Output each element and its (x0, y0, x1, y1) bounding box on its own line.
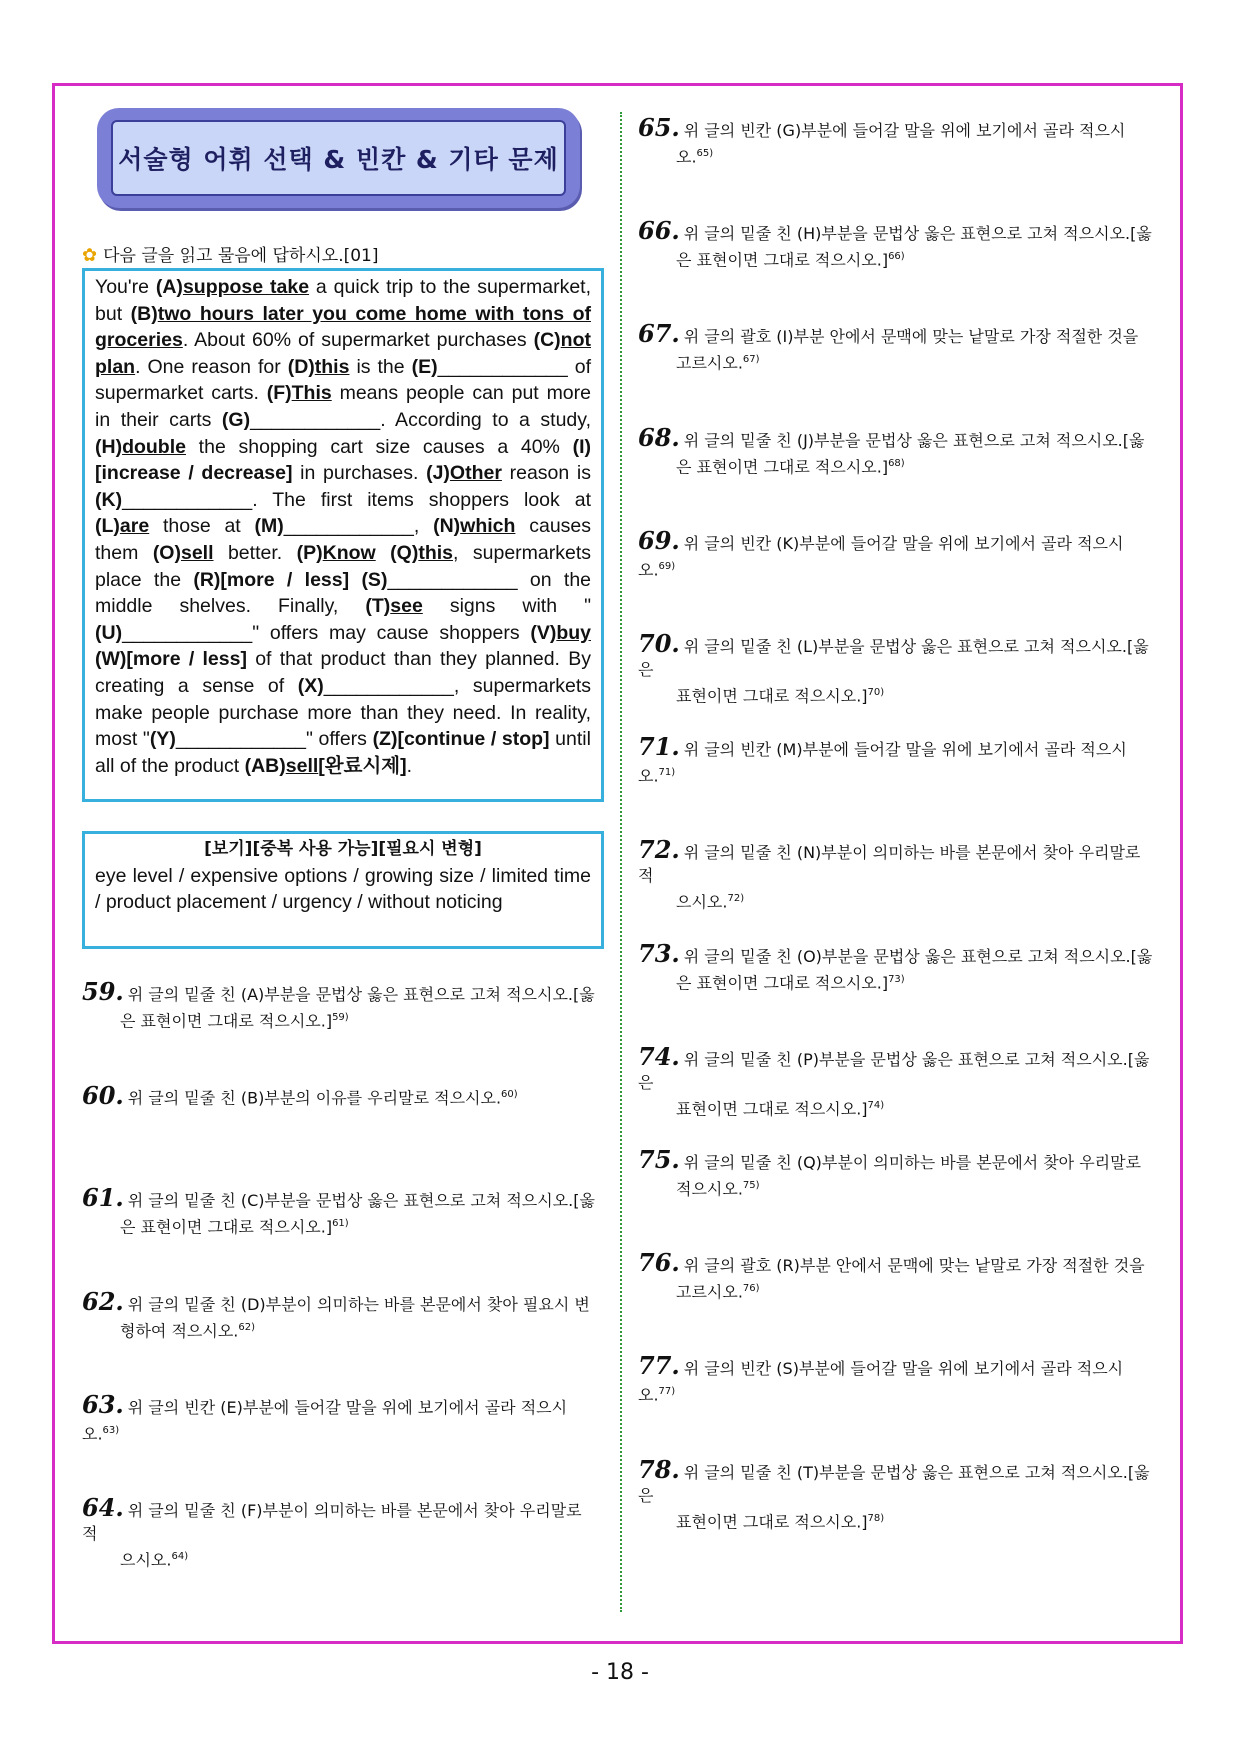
question-number: 72. (638, 835, 680, 865)
question-number: 70. (638, 629, 680, 658)
footnote-mark: 68) (888, 457, 905, 469)
footnote-mark: 61) (332, 1218, 349, 1230)
question-text-continued: 오.$^{65)}$ (676, 147, 714, 167)
question-text-continued: 표현이면 그대로 적으시오.]$^{70)}$ (676, 686, 885, 706)
question-item (82, 1080, 602, 1110)
question-text-continued: 으시오.$^{64)}$ (120, 1550, 189, 1570)
question-item (638, 629, 1158, 707)
flower-icon: ✿ (82, 245, 98, 266)
column-divider (620, 112, 622, 1612)
footnote-mark: 60) (501, 1089, 518, 1101)
question-text: 위 글의 밑줄 친 (J)부분을 문법상 옳은 표현으로 고쳐 적으시오.[옳 (683, 430, 1145, 450)
question-text: 위 글의 밑줄 친 (F)부분이 의미하는 바를 본문에서 찾아 우리말로 적 (82, 1501, 582, 1543)
footnote-mark: 77) (658, 1386, 676, 1398)
question-text-continued: 표현이면 그대로 적으시오.]$^{74)}$ (676, 1099, 885, 1119)
question-number: 76. (638, 1248, 680, 1278)
question-number: 60. (82, 1080, 124, 1110)
question-item (638, 1041, 1158, 1120)
question-item (82, 1286, 602, 1342)
question-text-continued: 은 표현이면 그대로 적으시오.]$^{68)}$ (676, 456, 905, 476)
question-number: 74. (638, 1041, 680, 1071)
footnote-mark: 59) (332, 1012, 349, 1023)
question-text: 위 글의 밑줄 친 (O)부분을 문법상 옳은 표현으로 고쳐 적으시오.[옳 (683, 946, 1153, 966)
question-text-continued: 은 표현이면 그대로 적으시오.]$^{59)}$ (120, 1011, 349, 1031)
question-item (638, 835, 1158, 913)
question-number: 78. (638, 1454, 680, 1484)
question-item (82, 1183, 602, 1238)
question-text: 위 글의 밑줄 친 (A)부분을 문법상 옳은 표현으로 고쳐 적으시오.[옳 (127, 985, 595, 1004)
footnote-mark: 63) (102, 1424, 120, 1436)
question-text: 위 글의 빈칸 (E)부분에 들어갈 말을 위에 보기에서 골라 적으시오. (82, 1397, 568, 1444)
footnote-mark: 70) (867, 687, 885, 698)
question-text-continued: 은 표현이면 그대로 적으시오.]$^{73)}$ (676, 972, 905, 992)
footnote-mark: 73) (888, 973, 905, 985)
question-item (638, 525, 1158, 581)
footnote-mark: 64) (171, 1551, 189, 1562)
question-text-continued: 으시오.$^{72)}$ (676, 892, 745, 912)
options-list: eye level / expensive options / growing size / limited time / product placement / urgency / without noticing (95, 864, 591, 914)
footnote-mark: 78) (867, 1512, 885, 1524)
question-text-continued: 고르시오.$^{67)}$ (676, 353, 760, 373)
question-number: 77. (638, 1351, 680, 1381)
question-number: 64. (82, 1493, 124, 1522)
question-item (638, 1351, 1158, 1406)
question-text: 위 글의 밑줄 친 (H)부분을 문법상 옳은 표현으로 고쳐 적으시오.[옳 (683, 224, 1152, 244)
question-number: 65. (638, 113, 680, 142)
question-item (638, 216, 1158, 271)
footnote-mark: 72) (727, 893, 745, 905)
instruction-text: 다음 글을 읽고 물음에 답하시오.[01] (103, 246, 379, 266)
question-item (638, 1145, 1158, 1200)
question-number: 71. (638, 732, 680, 762)
footnote-mark: 69) (658, 560, 676, 572)
question-text: 위 글의 빈칸 (M)부분에 들어갈 말을 위에 보기에서 골라 적으시오. (638, 740, 1127, 786)
question-item (82, 1493, 602, 1571)
question-item (82, 1389, 602, 1445)
question-text: 위 글의 빈칸 (G)부분에 들어갈 말을 위에 보기에서 골라 적으시 (683, 121, 1126, 140)
question-text: 위 글의 밑줄 친 (C)부분을 문법상 옳은 표현으로 고쳐 적으시오.[옳 (127, 1191, 595, 1211)
question-text-continued: 표현이면 그대로 적으시오.]$^{78)}$ (676, 1511, 885, 1531)
question-text: 위 글의 밑줄 친 (B)부분의 이유를 우리말로 적으시오. (127, 1088, 502, 1108)
question-number: 68. (638, 422, 680, 452)
instruction (82, 241, 379, 266)
footnote-mark: 71) (658, 767, 676, 779)
question-number: 59. (82, 977, 124, 1006)
footnote-mark: 62) (238, 1321, 256, 1333)
question-number: 73. (638, 938, 680, 968)
footnote-mark: 66) (888, 251, 905, 263)
footnote-mark: 65) (696, 148, 714, 159)
question-item (638, 319, 1158, 374)
page-title: 서술형 어휘 선택 & 빈칸 & 기타 문제 (111, 120, 566, 196)
question-number: 67. (638, 319, 680, 349)
options-box (82, 831, 604, 949)
question-text: 위 글의 빈칸 (S)부분에 들어갈 말을 위에 보기에서 골라 적으시오. (638, 1359, 1124, 1405)
question-text-continued: 형하여 적으시오.$^{62)}$ (120, 1320, 256, 1340)
question-text: 위 글의 괄호 (I)부분 안에서 문맥에 맞는 낱말로 가장 적절한 것을 (683, 327, 1139, 347)
question-item (638, 422, 1158, 478)
question-text: 위 글의 밑줄 친 (L)부분을 문법상 옳은 표현으로 고쳐 적으시오.[옳은 (638, 637, 1149, 679)
footnote-mark: 74) (867, 1099, 885, 1111)
question-item (638, 1248, 1158, 1303)
title-banner (97, 108, 580, 208)
question-text: 위 글의 밑줄 친 (P)부분을 문법상 옳은 표현으로 고쳐 적으시오.[옳은 (638, 1049, 1150, 1092)
footnote-mark: 67) (742, 354, 760, 366)
page-number: - 18 - (591, 1660, 649, 1685)
question-text: 위 글의 괄호 (R)부분 안에서 문맥에 맞는 낱말로 가장 적절한 것을 (683, 1256, 1145, 1276)
options-header: [보기][중복 사용 가능][필요시 변형] (204, 839, 482, 859)
question-text-continued: 고르시오.$^{76)}$ (676, 1282, 760, 1302)
question-item (638, 938, 1158, 994)
question-number: 75. (638, 1145, 680, 1174)
question-item (638, 1454, 1158, 1533)
footnote-mark: 75) (742, 1180, 760, 1191)
footnote-mark: 76) (742, 1283, 760, 1295)
question-text: 위 글의 빈칸 (K)부분에 들어갈 말을 위에 보기에서 골라 적으시오. (638, 533, 1124, 580)
question-text-continued: 은 표현이면 그대로 적으시오.]$^{61)}$ (120, 1217, 349, 1237)
question-text: 위 글의 밑줄 친 (D)부분이 의미하는 바를 본문에서 찾아 필요시 변 (127, 1294, 590, 1314)
passage-box: You're (A)suppose take a quick trip to the supermarket, but (B)two hours later you come home with tons of groceries. About 60% of supermarket purchases (C)not plan. One reason for (D)this is the (E)____________ of supermarket carts. (F)This means people can put more in their carts (G)____________. According to a study, (H)double the shopping cart size causes a 40% (I)[increase / decrease] in purchases. (J)Other reason is (K)____________. The first items shoppers look at (L)are those at (M)____________, (N)which causes them (O)sell better. (P)Know (Q)this, supermarkets place the (R)[more / less] (S)____________ on the middle shelves. Finally, (T)see signs with "(U)____________" offers may cause shoppers (V)buy (W)[more / less] of that product than they planned. By creating a sense of (X)____________, supermarkets make people purchase more than they need. In reality, most "(Y)____________" offers (Z)[continue / stop] until all of the product (AB)sell[완료시제]. (82, 268, 604, 802)
question-number: 63. (82, 1389, 124, 1419)
question-text: 위 글의 밑줄 친 (T)부분을 문법상 옳은 표현으로 고쳐 적으시오.[옳은 (638, 1462, 1150, 1505)
question-number: 61. (82, 1183, 124, 1213)
question-text: 위 글의 밑줄 친 (Q)부분이 의미하는 바를 본문에서 찾아 우리말로 (683, 1153, 1142, 1172)
question-item (638, 113, 1158, 168)
question-number: 62. (82, 1286, 124, 1316)
question-number: 69. (638, 525, 680, 555)
question-text: 위 글의 밑줄 친 (N)부분이 의미하는 바를 본문에서 찾아 우리말로 적 (638, 843, 1141, 886)
question-text-continued: 적으시오.$^{75)}$ (676, 1179, 760, 1199)
question-item (638, 732, 1158, 787)
question-number: 66. (638, 216, 680, 246)
question-item (82, 977, 602, 1032)
question-text-continued: 은 표현이면 그대로 적으시오.]$^{66)}$ (676, 250, 905, 270)
